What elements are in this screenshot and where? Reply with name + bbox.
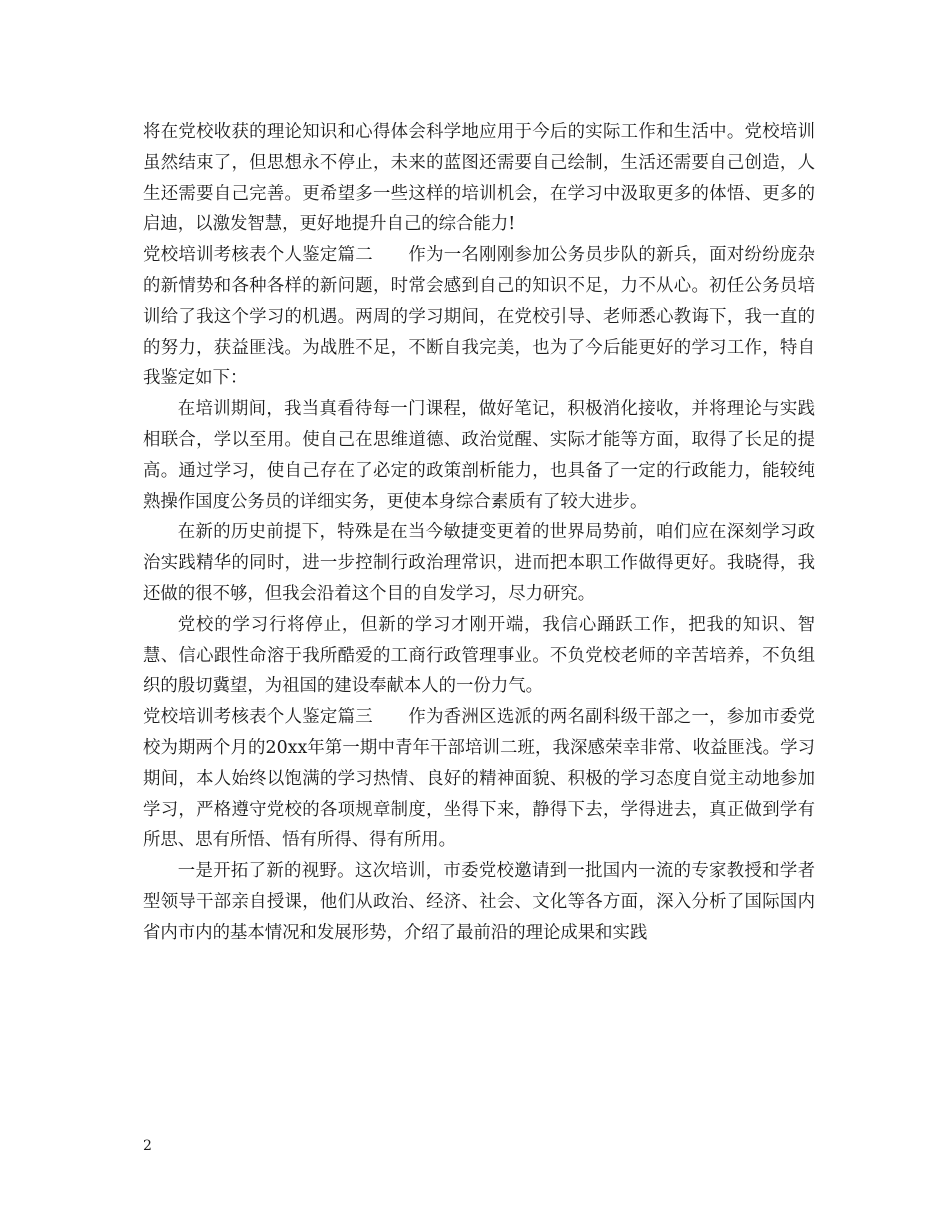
page-number: 2 — [143, 1138, 152, 1154]
document-body — [143, 117, 815, 949]
paragraph-6-section-heading-three: 党校培训考核表个人鉴定篇三 作为香洲区选派的两名副科级干部之一，参加市委党校为期两个月的20xx年第一期中青年干部培训二班，我深感荣幸非常、收益匪浅。学习期间，本人始终以饱满的学习热情、良好的精神面貌、积极的学习态度自觉主动地参加学习，严格遵守党校的各项规章制度，坐得下来，静得下去，学得进去，真正做到学有所思、思有所悟、悟有所得、得有所用。 — [143, 707, 815, 851]
paragraph-1: 将在党校收获的理论知识和心得体会科学地应用于今后的实际工作和生活中。党校培训虽然结束了，但思想永不停止，未来的蓝图还需要自己绘制，生活还需要自己创造，人生还需要自己完善。更希望多一些这样的培训机会，在学习中汲取更多的体悟、更多的启迪，以激发智慧，更好地提升自己的综合能力! — [143, 122, 815, 235]
paragraph-5: 党校的学习行将停止，但新的学习才刚开端，我信心踊跃工作，把我的知识、智慧、信心跟性命溶于我所酷爱的工商行政管理事业。不负党校老师的辛苦培养，不负组织的殷切冀望，为祖国的建设奉献本人的一份力气。 — [143, 614, 815, 697]
paragraph-4: 在新的历史前提下，特殊是在当今敏捷变更着的世界局势前，咱们应在深刻学习政治实践精华的同时，进一步控制行政治理常识，进而把本职工作做得更好。我晓得，我还做的很不够，但我会沿着这个目的自发学习，尽力研究。 — [143, 522, 815, 604]
paragraph-7: 一是开拓了新的视野。这次培训，市委党校邀请到一批国内一流的专家教授和学者型领导干部亲自授课，他们从政治、经济、社会、文化等各方面，深入分析了国际国内省内市内的基本情况和发展形势，介绍了最前沿的理论成果和实践 — [143, 861, 815, 943]
paragraph-3: 在培训期间，我当真看待每一门课程，做好笔记，积极消化接收，并将理论与实践相联合，学以至用。使自己在思维道德、政治觉醒、实际才能等方面，取得了长足的提高。通过学习，使自己存在了必定的政策剖析能力，也具备了一定的行政能力，能较纯熟操作国度公务员的详细实务，更使本身综合素质有了较大进步。 — [143, 399, 815, 512]
paragraph-2-section-heading-two: 党校培训考核表个人鉴定篇二 作为一名刚刚参加公务员步队的新兵，面对纷纷庞杂的新情势和各种各样的新问题，时常会感到自己的知识不足，力不从心。初任公务员培训给了我这个学习的机遇。两周的学习期间，在党校引导、老师悉心教诲下，我一直的的努力，获益匪浅。为战胜不足，不断自我完美，也为了今后能更好的学习工作，特自我鉴定如下： — [143, 245, 815, 389]
